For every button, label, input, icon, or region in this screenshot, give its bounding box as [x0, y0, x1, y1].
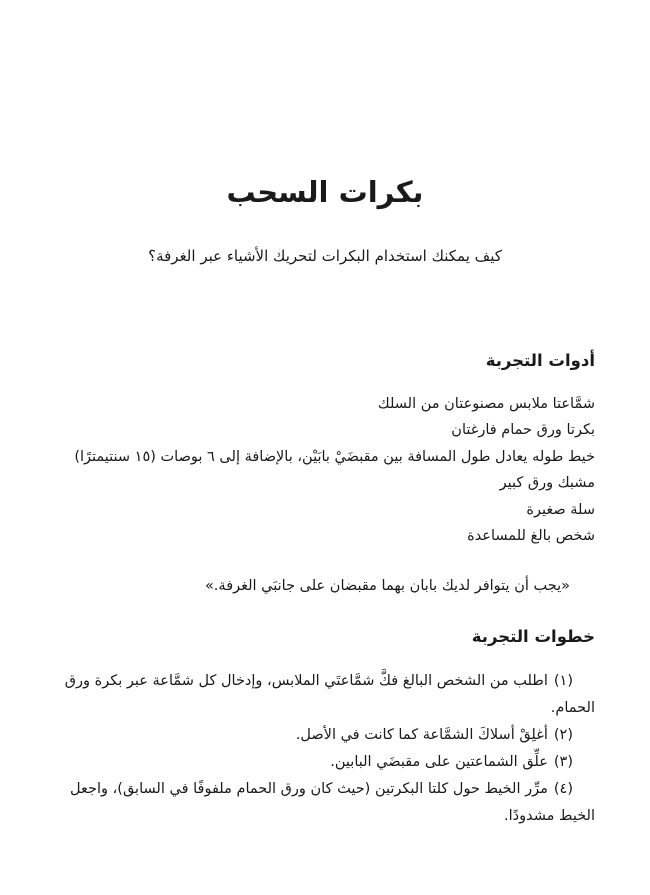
step-item: [52, 668, 595, 722]
tool-item: بكرتا ورق حمام فارغتان: [451, 422, 595, 439]
step-text: اطلب من الشخص البالغ فكَّ شمَّاعتَي الملابس، وإدخال كل شمَّاعة عبر بكرة ورق الحمام.: [64, 673, 595, 716]
tool-item: خيط طوله يعادل طول المسافة بين مقبضَيْ بابَيْن، بالإضافة إلى ٦ بوصات (١٥ سنتيمترًا): [74, 448, 595, 465]
step-number: (٤): [553, 781, 573, 797]
step-text: أغلِقْ أسلاكَ الشمَّاعة كما كانت في الأصل.: [295, 727, 548, 743]
steps-list: [52, 668, 595, 830]
step-item: [52, 776, 595, 830]
page-title: بكرات السحب: [226, 175, 424, 209]
step-number: (١): [553, 673, 573, 689]
tool-item: شمَّاعتا ملابس مصنوعتان من السلك: [377, 396, 595, 412]
tool-item: سلة صغيرة: [526, 501, 595, 518]
step-text: علِّق الشماعتين على مقبضَي البابين.: [330, 754, 548, 770]
page-subtitle: كيف يمكنك استخدام البكرات لتحريك الأشياء عبر الغرفة؟: [148, 247, 502, 265]
tool-item: مشبك ورق كبير: [499, 475, 595, 492]
step-number: (٣): [553, 754, 573, 770]
tools-heading: أدوات التجربة: [485, 351, 595, 370]
step-text: مرِّر الخيط حول كلتا البكرتين (حيث كان ورق الحمام ملفوفًا في السابق)، واجعل الخيط مشدودًا.: [70, 781, 595, 824]
step-item: [52, 749, 595, 776]
step-item: [52, 722, 595, 749]
tools-note: «يجب أن يتوافر لديك بابان بهما مقبضان على جانبَي الغرفة.»: [204, 578, 570, 594]
steps-heading: خطوات التجربة: [471, 627, 595, 646]
tools-list: [40, 391, 595, 549]
step-number: (٢): [553, 727, 573, 743]
tool-item: شخص بالغ للمساعدة: [467, 528, 595, 545]
